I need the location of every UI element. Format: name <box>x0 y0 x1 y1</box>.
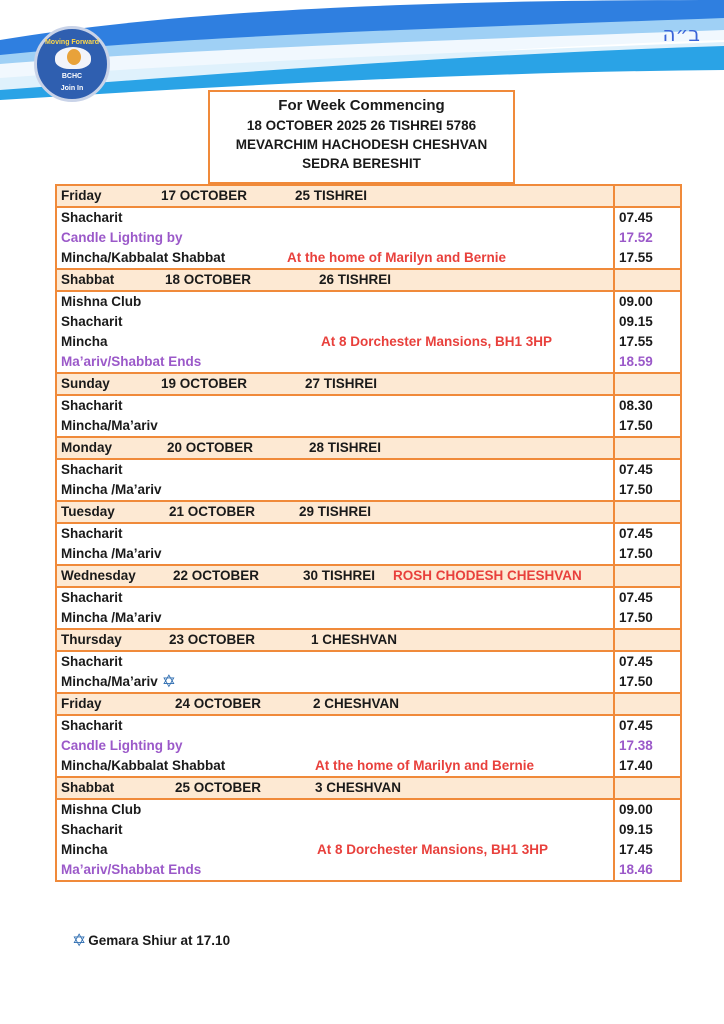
hebrew-date: 27 TISHREI <box>305 376 378 391</box>
day-date: 19 OCTOBER <box>161 376 248 391</box>
star-of-david-icon: ✡ <box>72 931 87 950</box>
services-row <box>56 459 681 501</box>
service-name: Shacharit <box>61 822 123 837</box>
service-name: Mincha/Kabbalat Shabbat <box>61 758 226 773</box>
times-cell <box>614 587 681 629</box>
services-cell <box>56 651 614 693</box>
day-note: ROSH CHODESH CHESHVAN <box>393 568 582 583</box>
day-date: 18 OCTOBER <box>165 272 252 287</box>
times-cell <box>614 459 681 501</box>
day-header-row <box>56 565 681 587</box>
times-cell <box>614 715 681 777</box>
logo-bottom-text: Join In <box>60 85 84 92</box>
service-time: 07.45 <box>619 718 653 733</box>
footer-note <box>72 932 230 949</box>
day-header-time-cell <box>614 437 681 459</box>
service-time: 17.50 <box>619 418 653 433</box>
day-date: 23 OCTOBER <box>169 632 256 647</box>
service-name: Shacharit <box>61 314 123 329</box>
services-row <box>56 587 681 629</box>
services-row <box>56 523 681 565</box>
day-header-row <box>56 501 681 523</box>
day-header-row <box>56 373 681 395</box>
title-line-4: SEDRA BERESHIT <box>302 156 421 171</box>
service-time: 17.50 <box>619 546 653 561</box>
logo-mid-text: BCHC <box>61 73 83 80</box>
hebrew-date: 30 TISHREI <box>303 568 376 583</box>
service-time: 17.50 <box>619 610 653 625</box>
service-time: 07.45 <box>619 210 653 225</box>
service-time: 17.40 <box>619 758 653 773</box>
service-time: 17.50 <box>619 674 653 689</box>
service-name: Mincha/Kabbalat Shabbat <box>61 250 226 265</box>
day-header-time-cell <box>614 185 681 207</box>
footer-note-text: Gemara Shiur at 17.10 <box>88 933 231 948</box>
services-cell <box>56 799 614 881</box>
day-header-time-cell <box>614 777 681 799</box>
services-cell <box>56 715 614 777</box>
day-header-row <box>56 777 681 799</box>
service-time: 09.00 <box>619 802 653 817</box>
schedule-table <box>55 184 682 882</box>
service-time: 17.55 <box>619 334 653 349</box>
service-name: Mincha /Ma’ariv <box>61 482 162 497</box>
day-date: 20 OCTOBER <box>167 440 254 455</box>
service-location: At 8 Dorchester Mansions, BH1 3HP <box>321 334 553 349</box>
service-time: 08.30 <box>619 398 653 413</box>
service-name: Shacharit <box>61 462 123 477</box>
day-header-cell <box>56 501 614 523</box>
title-line-1: For Week Commencing <box>278 97 445 114</box>
day-header-cell <box>56 629 614 651</box>
hebrew-date: 26 TISHREI <box>319 272 392 287</box>
hebrew-date: 3 CHESHVAN <box>315 780 402 795</box>
day-name: Wednesday <box>61 568 136 583</box>
service-name: Shacharit <box>61 654 123 669</box>
day-name: Monday <box>61 440 113 455</box>
service-time: 07.45 <box>619 654 653 669</box>
day-header-cell <box>56 693 614 715</box>
times-cell <box>614 291 681 373</box>
service-time: 09.00 <box>619 294 653 309</box>
day-header-row <box>56 269 681 291</box>
services-row <box>56 799 681 881</box>
times-cell <box>614 651 681 693</box>
services-row <box>56 291 681 373</box>
logo-accent-icon <box>67 49 81 65</box>
service-time: 07.45 <box>619 590 653 605</box>
service-time: 07.45 <box>619 526 653 541</box>
service-time: 17.50 <box>619 482 653 497</box>
day-header-cell <box>56 777 614 799</box>
day-header-row <box>56 437 681 459</box>
times-cell <box>614 523 681 565</box>
services-cell <box>56 291 614 373</box>
service-name: Ma’ariv/Shabbat Ends <box>61 862 202 877</box>
star-of-david-icon: ✡ <box>161 672 177 691</box>
service-name: Candle Lighting by <box>61 738 183 753</box>
day-header-cell <box>56 565 614 587</box>
day-date: 24 OCTOBER <box>175 696 262 711</box>
day-name: Shabbat <box>61 272 115 287</box>
service-location: At the home of Marilyn and Bernie <box>315 758 535 773</box>
hebrew-date: 28 TISHREI <box>309 440 382 455</box>
day-name: Tuesday <box>61 504 115 519</box>
day-header-cell <box>56 373 614 395</box>
day-header-time-cell <box>614 269 681 291</box>
day-name: Sunday <box>61 376 110 391</box>
day-header-row <box>56 629 681 651</box>
services-cell <box>56 587 614 629</box>
day-header-row <box>56 693 681 715</box>
title-box <box>208 90 515 184</box>
hebrew-date: 25 TISHREI <box>295 188 368 203</box>
day-header-cell <box>56 269 614 291</box>
service-name: Shacharit <box>61 398 123 413</box>
service-time: 18.46 <box>619 862 653 877</box>
services-cell <box>56 207 614 269</box>
day-header-time-cell <box>614 501 681 523</box>
day-date: 25 OCTOBER <box>175 780 262 795</box>
day-header-row <box>56 185 681 207</box>
service-time: 18.59 <box>619 354 653 369</box>
service-time: 09.15 <box>619 822 653 837</box>
day-header-cell <box>56 185 614 207</box>
hebrew-date: 1 CHESHVAN <box>311 632 398 647</box>
day-date: 17 OCTOBER <box>161 188 248 203</box>
times-cell <box>614 395 681 437</box>
day-name: Friday <box>61 696 102 711</box>
day-header-time-cell <box>614 565 681 587</box>
service-name: Mishna Club <box>61 802 142 817</box>
service-time: 09.15 <box>619 314 653 329</box>
day-name: Shabbat <box>61 780 115 795</box>
day-header-cell <box>56 437 614 459</box>
hebrew-date: 29 TISHREI <box>299 504 372 519</box>
services-row <box>56 651 681 693</box>
services-cell <box>56 459 614 501</box>
title-line-2: 18 OCTOBER 2025 26 TISHREI 5786 <box>246 118 477 133</box>
service-time: 17.52 <box>619 230 653 245</box>
service-name: Mincha/Ma’ariv <box>61 674 158 689</box>
logo-top-text: Moving Forward <box>44 39 100 46</box>
day-header-time-cell <box>614 629 681 651</box>
synagogue-logo <box>34 26 110 102</box>
service-name: Mincha /Ma’ariv <box>61 610 162 625</box>
day-header-time-cell <box>614 693 681 715</box>
service-name: Ma’ariv/Shabbat Ends <box>61 354 202 369</box>
title-line-3: MEVARCHIM HACHODESH CHESHVAN <box>235 137 488 152</box>
day-name: Thursday <box>61 632 122 647</box>
hebrew-header-text: ב״ה <box>662 22 700 46</box>
hebrew-date: 2 CHESHVAN <box>313 696 400 711</box>
service-name: Shacharit <box>61 210 123 225</box>
service-name: Mincha <box>61 842 108 857</box>
service-name: Mincha /Ma’ariv <box>61 546 162 561</box>
services-cell <box>56 395 614 437</box>
day-date: 22 OCTOBER <box>173 568 260 583</box>
service-name: Shacharit <box>61 718 123 733</box>
service-name: Candle Lighting by <box>61 230 183 245</box>
service-name: Mincha <box>61 334 108 349</box>
service-name: Shacharit <box>61 526 123 541</box>
services-row <box>56 207 681 269</box>
services-row <box>56 395 681 437</box>
service-time: 17.45 <box>619 842 653 857</box>
service-name: Mincha/Ma’ariv <box>61 418 158 433</box>
day-name: Friday <box>61 188 102 203</box>
services-cell <box>56 523 614 565</box>
service-time: 07.45 <box>619 462 653 477</box>
service-time: 17.55 <box>619 250 653 265</box>
service-time: 17.38 <box>619 738 653 753</box>
day-date: 21 OCTOBER <box>169 504 256 519</box>
service-name: Mishna Club <box>61 294 142 309</box>
services-row <box>56 715 681 777</box>
service-name: Shacharit <box>61 590 123 605</box>
day-header-time-cell <box>614 373 681 395</box>
service-location: At 8 Dorchester Mansions, BH1 3HP <box>317 842 549 857</box>
service-location: At the home of Marilyn and Bernie <box>287 250 507 265</box>
times-cell <box>614 799 681 881</box>
times-cell <box>614 207 681 269</box>
